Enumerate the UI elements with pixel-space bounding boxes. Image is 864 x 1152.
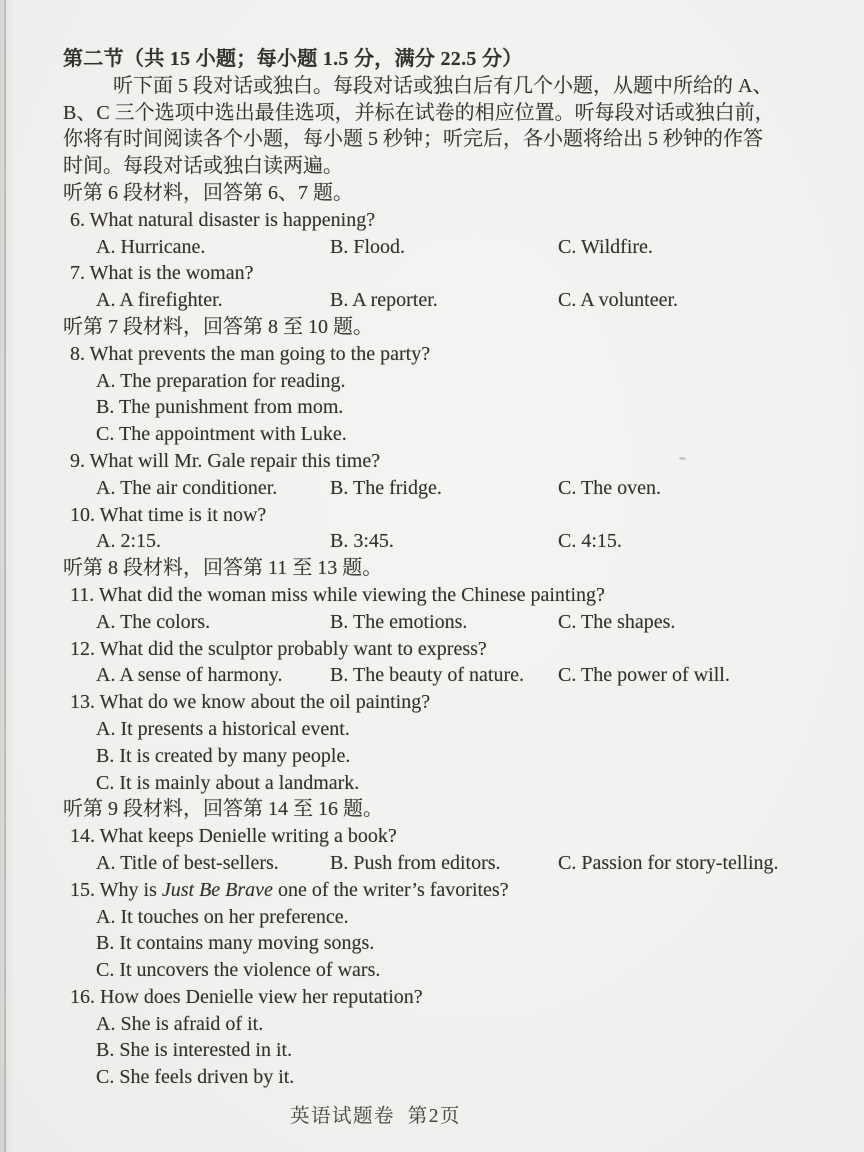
- option: [63, 394, 818, 421]
- option: [558, 234, 653, 261]
- option-text: 2:15.: [120, 530, 162, 553]
- question-number: 13.: [70, 691, 95, 714]
- option: [330, 662, 558, 689]
- option-text: Push from editors.: [353, 851, 501, 874]
- options-row: [63, 528, 818, 555]
- option-text: The appointment with Luke.: [118, 423, 347, 446]
- option: [96, 528, 330, 555]
- option-text: The shapes.: [580, 610, 676, 633]
- options-row: [63, 475, 818, 502]
- option-text: The colors.: [120, 610, 211, 633]
- question: [63, 689, 818, 716]
- option-label: C.: [558, 235, 577, 258]
- question: [63, 636, 818, 663]
- option-text: She feels driven by it.: [119, 1066, 295, 1089]
- option-label: C.: [558, 610, 577, 633]
- options-row: [63, 287, 818, 314]
- option-label: C.: [96, 1066, 115, 1089]
- option-text: The emotions.: [352, 610, 468, 633]
- material-note: 听第 6 段材料，回答第 6、7 题。: [63, 181, 353, 204]
- question-text: What will Mr. Gale repair this time?: [89, 449, 381, 472]
- option-text: She is afraid of it.: [120, 1012, 264, 1035]
- option-text: It is mainly about a landmark.: [119, 771, 360, 794]
- scan-edge-shadow: [0, 0, 14, 1152]
- option: [63, 1011, 818, 1038]
- option-text: A sense of harmony.: [119, 664, 283, 687]
- question-number: 10.: [70, 503, 95, 526]
- option-text: 4:15.: [581, 530, 622, 553]
- question: [63, 877, 818, 904]
- option: [63, 957, 818, 984]
- question: [63, 207, 818, 234]
- question-text: [100, 879, 509, 901]
- question: [63, 984, 818, 1011]
- question: [63, 502, 818, 529]
- option: [330, 234, 558, 261]
- option-label: A.: [96, 664, 116, 687]
- question-text: What time is it now?: [99, 503, 267, 526]
- option-label: C.: [558, 530, 577, 553]
- question-text: What natural disaster is happening?: [89, 208, 376, 231]
- option-text: Flood.: [353, 235, 406, 258]
- option-label: B.: [96, 1039, 115, 1062]
- section-heading: 第二节（共 15 小题；每小题 1.5 分，满分 22.5 分）: [63, 48, 523, 70]
- option-label: B.: [330, 289, 349, 312]
- option-text: The power of will.: [580, 664, 730, 687]
- option-text: The beauty of nature.: [352, 664, 525, 687]
- option: [96, 850, 330, 877]
- option-label: A.: [96, 235, 116, 258]
- question: [63, 582, 818, 609]
- option: [558, 475, 661, 502]
- instructions-line: B、C 三个选项中选出最佳选项，并标在试卷的相应位置。听每段对话或独白前，: [63, 101, 775, 124]
- options-row: [63, 609, 818, 636]
- option-label: B.: [330, 610, 349, 633]
- question-number: 12.: [70, 637, 95, 660]
- option-text: It touches on her preference.: [120, 905, 349, 928]
- option-text: Title of best-sellers.: [120, 851, 279, 874]
- option-label: A.: [96, 289, 116, 312]
- option-label: B.: [330, 530, 349, 553]
- question-group: [63, 314, 818, 555]
- option-label: C.: [558, 851, 577, 874]
- question: [63, 260, 818, 287]
- option: [330, 850, 558, 877]
- question-text-segment: Why is: [99, 878, 162, 901]
- option: [96, 609, 330, 636]
- option-label: B.: [330, 851, 349, 874]
- book-title: Just Be Brave: [161, 878, 273, 901]
- option-text: The punishment from mom.: [118, 396, 344, 419]
- option-label: B.: [330, 664, 349, 687]
- option: [63, 716, 818, 743]
- scan-edge-line: [4, 0, 6, 1152]
- option: [558, 287, 678, 314]
- question-number: 6.: [70, 208, 85, 231]
- material-note: 听第 8 段材料，回答第 11 至 13 题。: [63, 557, 383, 580]
- question-text: What did the woman miss while viewing the Chinese painting?: [98, 583, 605, 606]
- option-label: C.: [558, 289, 577, 312]
- option-text: 3:45.: [353, 530, 394, 553]
- option: [96, 662, 330, 689]
- option-text: Wildfire.: [580, 235, 653, 258]
- instructions-line: 听下面 5 段对话或独白。每段对话或独白后有几个小题，从题中所给的 A、: [113, 74, 773, 97]
- option: [558, 662, 730, 689]
- option: [63, 421, 818, 448]
- option-text: A volunteer.: [580, 289, 679, 312]
- option-text: It contains many moving songs.: [119, 932, 375, 955]
- option: [63, 743, 818, 770]
- option-label: C.: [96, 771, 115, 794]
- option: [63, 770, 818, 797]
- option-label: B.: [330, 476, 349, 499]
- option-text: The oven.: [580, 476, 661, 499]
- option-label: A.: [96, 905, 116, 928]
- option: [96, 475, 330, 502]
- option-label: C.: [96, 423, 115, 446]
- material-note: 听第 7 段材料，回答第 8 至 10 题。: [63, 315, 373, 338]
- question-text: What is the woman?: [89, 262, 254, 285]
- option-label: B.: [96, 932, 115, 955]
- options-row: [63, 662, 818, 689]
- option-label: A.: [96, 476, 116, 499]
- question: [63, 341, 818, 368]
- question-number: 8.: [70, 342, 85, 365]
- option-text: Hurricane.: [120, 235, 206, 258]
- option-label: B.: [96, 744, 115, 767]
- question-text: What keeps Denielle writing a book?: [99, 825, 397, 848]
- option-label: B.: [96, 396, 115, 419]
- option: [558, 850, 779, 877]
- option-label: A.: [96, 530, 116, 553]
- option: [330, 287, 558, 314]
- option-label: A.: [96, 1012, 116, 1035]
- question-group: [63, 555, 818, 796]
- option-label: B.: [330, 235, 349, 258]
- option-text: A reporter.: [352, 289, 438, 312]
- question-group: [63, 796, 818, 1091]
- instructions-line: 你将有时间阅读各个小题，每小题 5 秒钟；听完后，各小题将给出 5 秒钟的作答: [63, 128, 763, 151]
- question-number: 16.: [70, 985, 95, 1008]
- question: [63, 823, 818, 850]
- option: [558, 528, 622, 555]
- option: [330, 475, 558, 502]
- option: [63, 368, 818, 395]
- material-note: 听第 9 段材料，回答第 14 至 16 题。: [63, 798, 383, 821]
- options-row: [63, 234, 818, 261]
- option: [63, 930, 818, 957]
- option-text: The fridge.: [352, 476, 442, 499]
- page-footer: 英语试题卷 第2页: [290, 1106, 462, 1127]
- option: [330, 609, 558, 636]
- question-number: 7.: [70, 262, 85, 285]
- option-text: Passion for story-telling.: [581, 851, 779, 874]
- option-label: C.: [96, 959, 115, 982]
- option: [558, 609, 675, 636]
- question-text: What did the sculptor probably want to express?: [99, 637, 487, 660]
- option-text: The preparation for reading.: [120, 369, 346, 392]
- question: [63, 448, 818, 475]
- option-label: C.: [558, 664, 577, 687]
- exam-content: [63, 46, 818, 1091]
- question-number: 14.: [70, 825, 95, 848]
- question-number: 11.: [70, 583, 95, 606]
- option: [96, 287, 330, 314]
- option-text: She is interested in it.: [119, 1039, 293, 1062]
- option-label: A.: [96, 610, 116, 633]
- option: [63, 904, 818, 931]
- option-label: A.: [96, 369, 116, 392]
- question-text: What do we know about the oil painting?: [99, 691, 431, 714]
- question-text: What prevents the man going to the party?: [89, 342, 431, 365]
- option: [330, 528, 558, 555]
- option: [63, 1037, 818, 1064]
- option-text: A firefighter.: [119, 289, 223, 312]
- options-row: [63, 850, 818, 877]
- option-label: A.: [96, 717, 116, 740]
- question-number: 9.: [70, 449, 85, 472]
- option-text: It presents a historical event.: [120, 717, 350, 740]
- option: [96, 234, 330, 261]
- instructions-line: 时间。每段对话或独白读两遍。: [63, 155, 343, 178]
- question-text-segment: one of the writer’s favorites?: [272, 878, 509, 901]
- option-label: C.: [558, 476, 577, 499]
- option-text: It is created by many people.: [119, 744, 351, 767]
- option-label: A.: [96, 851, 116, 874]
- questions-area: [63, 180, 818, 1091]
- question-group: [63, 180, 818, 314]
- option-text: The air conditioner.: [120, 476, 278, 499]
- option: [63, 1064, 818, 1091]
- question-number: 15.: [70, 878, 95, 901]
- option-text: It uncovers the violence of wars.: [119, 959, 381, 982]
- question-text: How does Denielle view her reputation?: [100, 985, 423, 1008]
